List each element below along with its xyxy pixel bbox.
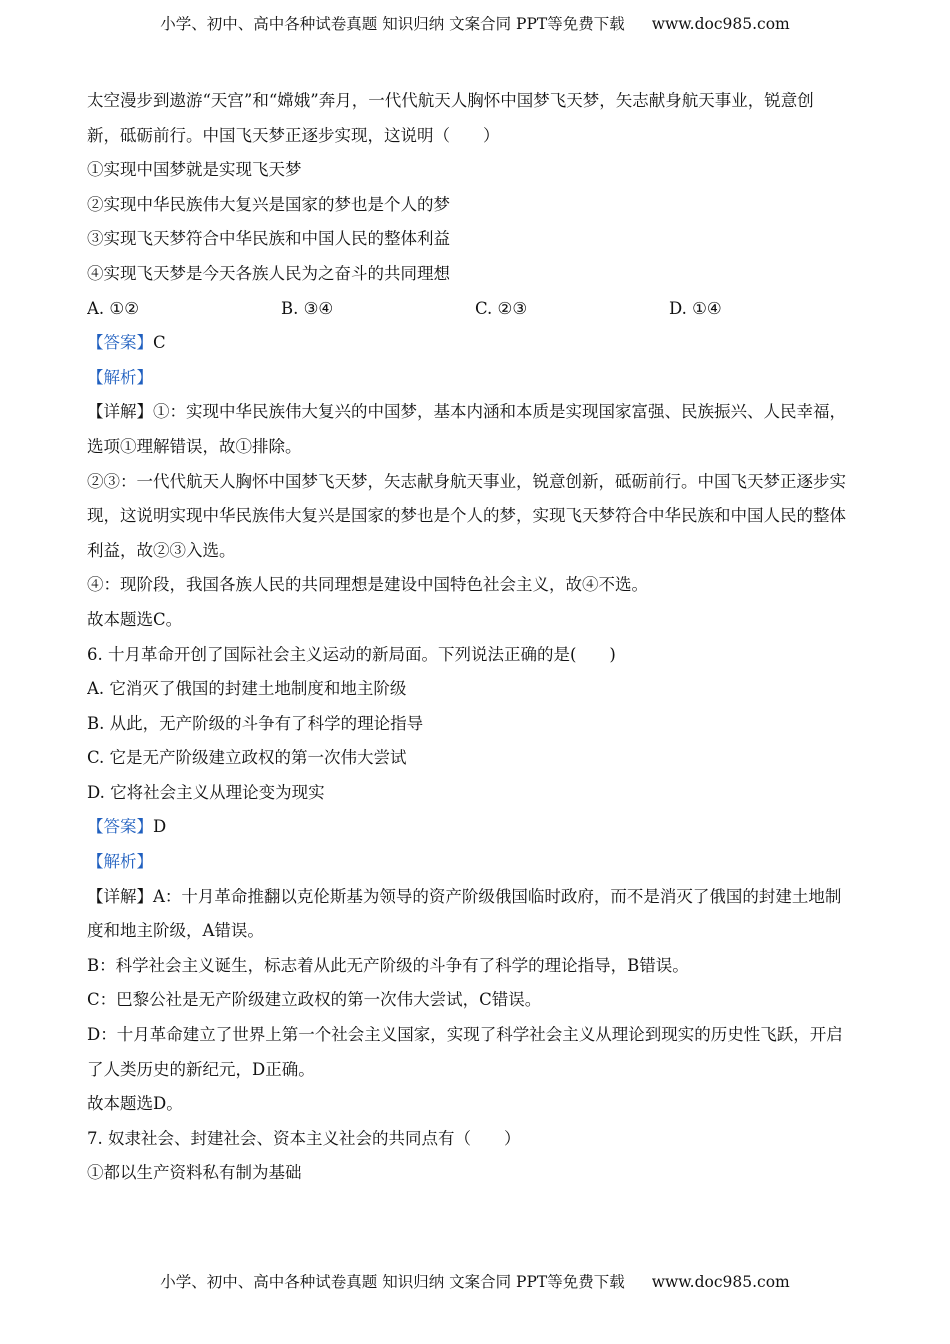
- q6-analysis: [87, 845, 867, 880]
- q6-detail-line-4: C：巴黎公社是无产阶级建立政权的第一次伟大尝试，C错误。: [87, 990, 542, 1010]
- q6-detail-line-1: [87, 880, 867, 915]
- q6-stem: 6. 十月革命开创了国际社会主义运动的新局面。下列说法正确的是( ): [87, 644, 616, 664]
- q5-detail-tag: 【详解】: [87, 402, 153, 422]
- q5-statement-4: ④实现飞天梦是今天各族人民为之奋斗的共同理想: [87, 263, 450, 283]
- q5-stem-line-2: 新，砥砺前行。中国飞天梦正逐步实现，这说明（ ）: [87, 125, 500, 145]
- footer-site-link[interactable]: www.doc985.com: [651, 1273, 790, 1291]
- q5-stem-line-1: 太空漫步到遨游“天宫”和“嫦娥”奔月，一代代航天人胸怀中国梦飞天梦，矢志献身航天事业，锐意创: [87, 91, 814, 110]
- q5-detail-line-6: ④：现阶段，我国各族人民的共同理想是建设中国特色社会主义，故④不选。: [87, 575, 648, 595]
- q5-answer-value: C: [153, 333, 166, 353]
- q6-answer-tag: 【答案】: [87, 817, 153, 837]
- q6-option-c: C. 它是无产阶级建立政权的第一次伟大尝试: [87, 748, 407, 768]
- q5-detail-text-1: ①：实现中华民族伟大复兴的中国梦，基本内涵和本质是实现国家富强、民族振兴、人民幸福，: [153, 402, 846, 422]
- q6-detail-text-1: A：十月革命推翻以克伦斯基为领导的资产阶级俄国临时政府，而不是消灭了俄国的封建土地制: [153, 886, 842, 906]
- q5-option-c: C. ②③: [475, 298, 528, 318]
- q7-stem: 7. 奴隶社会、封建社会、资本主义社会的共同点有（ ）: [87, 1128, 521, 1148]
- q5-statement-1: ①实现中国梦就是实现飞天梦: [87, 160, 302, 180]
- q6-detail-line-5: D：十月革命建立了世界上第一个社会主义国家，实现了科学社会主义从理论到现实的历史性飞跃，开启: [87, 1025, 843, 1045]
- q5-option-b: B. ③④: [281, 298, 334, 318]
- q6-detail-tag: 【详解】: [87, 886, 153, 906]
- q5-analysis: [87, 361, 867, 396]
- q6-detail-line-3: B：科学社会主义诞生，标志着从此无产阶级的斗争有了科学的理论指导，B错误。: [87, 955, 689, 975]
- page-header: [0, 12, 950, 34]
- q6-option-b: B. 从此，无产阶级的斗争有了科学的理论指导: [87, 713, 424, 733]
- q5-detail-line-4: 现，这说明实现中华民族伟大复兴是国家的梦也是个人的梦，实现飞天梦符合中华民族和中国人民的整体: [87, 506, 846, 526]
- q7-statement-1: ①都以生产资料私有制为基础: [87, 1163, 302, 1183]
- q6-analysis-tag: 【解析】: [87, 852, 153, 872]
- q6-answer-value: D: [153, 817, 167, 837]
- q6-option-a: A. 它消灭了俄国的封建土地制度和地主阶级: [87, 679, 407, 699]
- q6-conclusion: 故本题选D。: [87, 1094, 183, 1114]
- document-body: [87, 84, 867, 1191]
- q5-option-a: A. ①②: [87, 298, 139, 318]
- q5-detail-line-3: ②③：一代代航天人胸怀中国梦飞天梦，矢志献身航天事业，锐意创新，砥砺前行。中国飞天梦正逐步实: [87, 471, 846, 491]
- q5-detail-line-2: 选项①理解错误，故①排除。: [87, 436, 302, 456]
- page-footer: [0, 1270, 950, 1292]
- q6-option-d: D. 它将社会主义从理论变为现实: [87, 782, 325, 802]
- q5-analysis-tag: 【解析】: [87, 367, 153, 387]
- header-slogan: 小学、初中、高中各种试卷真题 知识归纳 文案合同 PPT等免费下载: [160, 15, 625, 33]
- q6-detail-line-6: 了人类历史的新纪元，D正确。: [87, 1059, 315, 1079]
- q6-answer: [87, 810, 867, 845]
- q6-detail-line-2: 度和地主阶级，A错误。: [87, 921, 264, 941]
- q5-detail-line-5: 利益，故②③入选。: [87, 540, 236, 560]
- q5-statement-2: ②实现中华民族伟大复兴是国家的梦也是个人的梦: [87, 194, 450, 214]
- q5-detail-line-1: [87, 395, 867, 430]
- header-site-link[interactable]: www.doc985.com: [651, 15, 790, 33]
- q5-statement-3: ③实现飞天梦符合中华民族和中国人民的整体利益: [87, 229, 450, 249]
- footer-slogan: 小学、初中、高中各种试卷真题 知识归纳 文案合同 PPT等免费下载: [160, 1273, 625, 1291]
- q5-option-d: D. ①④: [669, 298, 722, 318]
- q5-options: [87, 292, 867, 327]
- q5-answer: [87, 326, 867, 361]
- q5-conclusion: 故本题选C。: [87, 609, 183, 629]
- q5-answer-tag: 【答案】: [87, 333, 153, 353]
